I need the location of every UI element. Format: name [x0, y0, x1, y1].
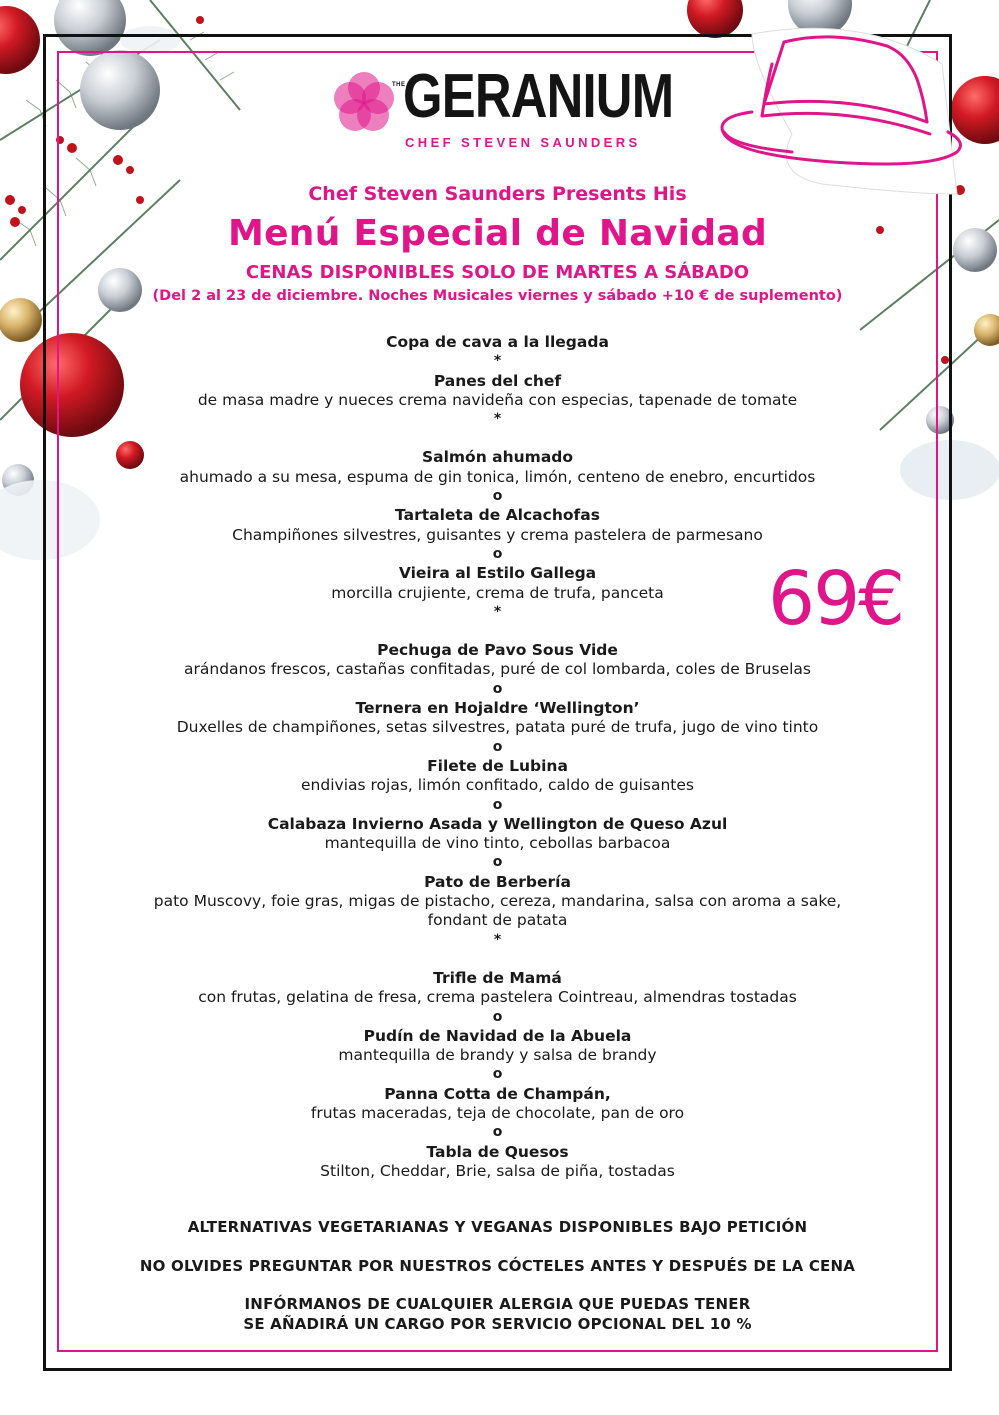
main-desc: pato Muscovy, foie gras, migas de pistacho, cereza, mandarina, salsa con aroma a sake,: [153, 892, 842, 911]
main-name: Pato de Berbería: [424, 872, 571, 891]
dessert-name: Panna Cotta de Champán,: [384, 1084, 611, 1103]
main-desc: Duxelles de champiñones, setas silvestres, patata puré de trufa, jugo de vino tinto: [176, 718, 819, 737]
or-separator: o: [492, 796, 503, 813]
or-separator: o: [492, 1008, 503, 1025]
starter-name: Tartaleta de Alcachofas: [395, 506, 600, 525]
hat-icon: [712, 24, 967, 204]
starter-desc: ahumado a su mesa, espuma de gin tonica, limón, centeno de enebro, encurtidos: [179, 467, 816, 486]
breads-desc: de masa madre y nueces crema navideña con especias, tapenade de tomate: [197, 390, 798, 409]
dessert-desc: con frutas, gelatina de fresa, crema pastelera Cointreau, almendras tostadas: [198, 988, 797, 1007]
dessert-name: Pudín de Navidad de la Abuela: [363, 1026, 632, 1045]
course-separator: *: [493, 931, 502, 948]
logo-wordmark: GERANIUM: [403, 62, 674, 131]
main-desc-continued: fondant de patata: [427, 911, 568, 930]
geranium-logo: [329, 62, 674, 152]
or-separator: o: [492, 854, 503, 871]
dessert-desc: frutas maceradas, teja de chocolate, pan de oro: [310, 1103, 685, 1122]
course-separator: *: [493, 353, 502, 370]
main-desc: endivias rojas, limón confitado, caldo de guisantes: [301, 776, 694, 795]
menu-title: Menú Especial de Navidad: [227, 213, 768, 254]
vegetarian-note: ALTERNATIVAS VEGETARIANAS Y VEGANAS DISPONIBLES BAJO PETICIÓN: [187, 1218, 808, 1236]
welcome-drink: Copa de cava a la llegada: [386, 333, 609, 351]
menu-price: 69€: [768, 556, 904, 642]
dessert-name: Trifle de Mamá: [433, 968, 562, 987]
starter-name: Salmón ahumado: [421, 448, 574, 467]
or-separator: o: [492, 1066, 503, 1083]
or-separator: o: [492, 545, 503, 562]
geranium-flower-icon: [329, 68, 399, 138]
main-desc: mantequilla de vino tinto, cebollas barbacoa: [324, 834, 671, 853]
allergy-note: INFÓRMANOS DE CUALQUIER ALERGIA QUE PUEDAS TENER: [244, 1295, 751, 1313]
breads-name: Panes del chef: [433, 371, 562, 390]
menu-list: [57, 333, 938, 1181]
presents-heading: Chef Steven Saunders Presents His: [308, 183, 687, 205]
cocktails-note: NO OLVIDES PREGUNTAR POR NUESTROS CÓCTELES ANTES Y DESPUÉS DE LA CENA: [139, 1256, 856, 1275]
main-name: Pechuga de Pavo Sous Vide: [377, 641, 618, 660]
main-name: Calabaza Invierno Asada y Wellington de Queso Azul: [267, 814, 728, 833]
logo-subtitle: CHEF STEVEN SAUNDERS: [405, 135, 641, 150]
footer-notes: [57, 1218, 938, 1334]
or-separator: o: [492, 1124, 503, 1141]
main-desc: arándanos frescos, castañas confitadas, puré de col lombarda, coles de Bruselas: [184, 660, 811, 679]
starter-desc: morcilla crujiente, crema de trufa, panceta: [331, 583, 664, 602]
or-separator: o: [492, 680, 503, 697]
dates-note: (Del 2 al 23 de diciembre. Noches Musicales viernes y sábado +10 € de suplemento): [152, 288, 843, 304]
or-separator: o: [492, 488, 503, 505]
or-separator: o: [492, 738, 503, 755]
availability-heading: CENAS DISPONIBLES SOLO DE MARTES A SÁBADO: [245, 262, 750, 283]
dessert-name: Tabla de Quesos: [426, 1142, 569, 1161]
main-name: Filete de Lubina: [427, 756, 568, 775]
service-charge-note: SE AÑADIRÁ UN CARGO POR SERVICIO OPCIONAL DEL 10 %: [243, 1314, 752, 1333]
starter-name: Vieira al Estilo Gallega: [398, 564, 597, 583]
course-separator: *: [493, 603, 502, 620]
starter-desc: Champiñones silvestres, guisantes y crema pastelera de parmesano: [232, 525, 763, 544]
main-name: Ternera en Hojaldre ‘Wellington’: [355, 699, 640, 718]
dessert-desc: Stilton, Cheddar, Brie, salsa de piña, tostadas: [320, 1161, 675, 1180]
dessert-desc: mantequilla de brandy y salsa de brandy: [338, 1046, 657, 1065]
logo-the: THE: [392, 82, 406, 88]
course-separator: *: [493, 411, 502, 428]
